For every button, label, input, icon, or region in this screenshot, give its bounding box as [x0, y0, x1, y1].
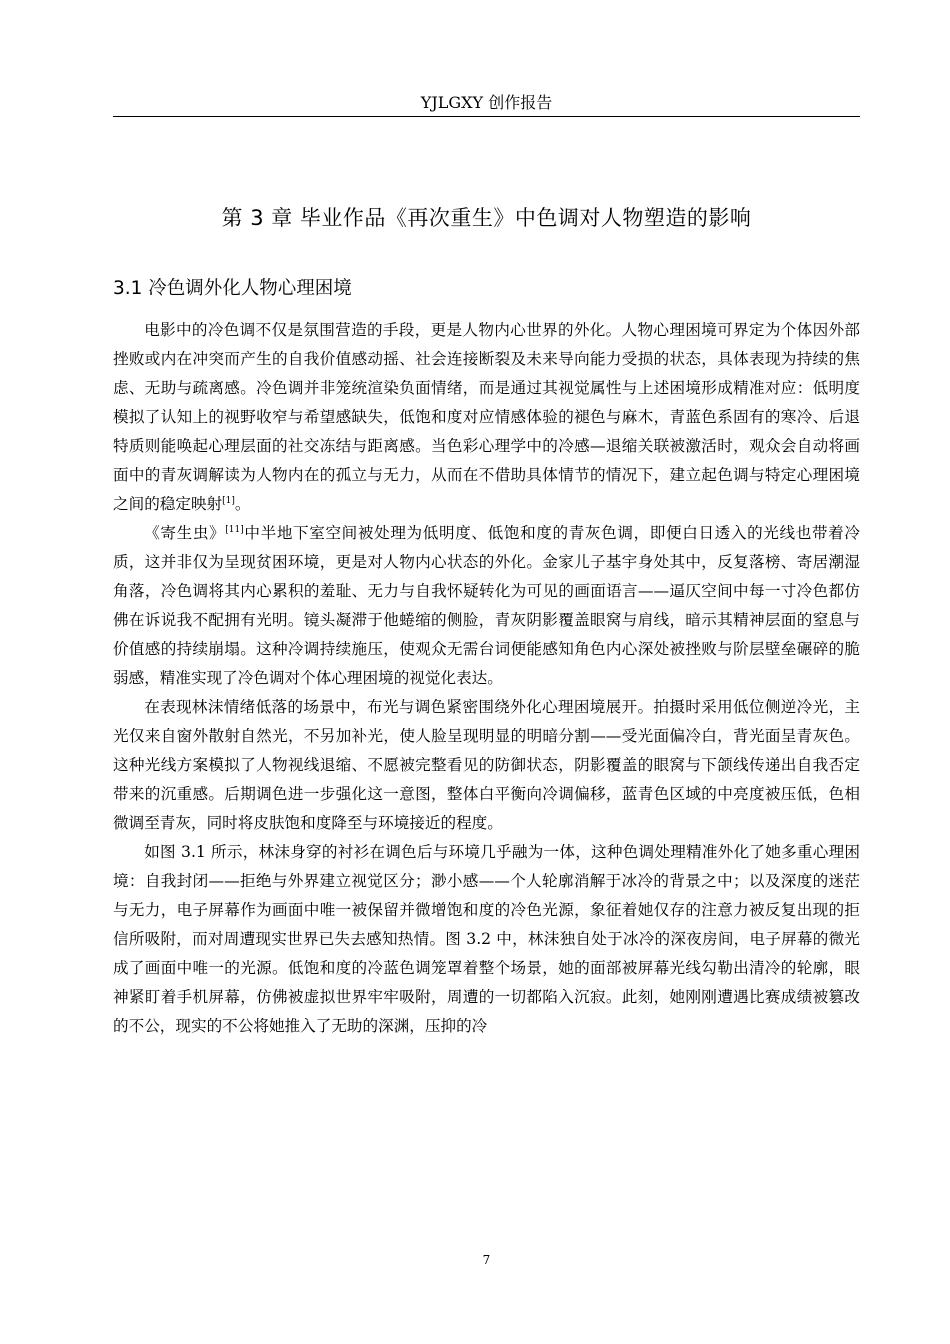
paragraph-text: 中半地下室空间被处理为低明度、低饱和度的青灰色调，即便白日透入的光线也带着冷质，这并非仅为呈现贫困环境，更是对人物内心状态的外化。金家儿子基宇身处其中，反复落榜、寄居潮湿角落，冷色调将其内心累积的羞耻、无力与自我怀疑转化为可见的画面语言——逼仄空间中每一寸冷色都仿佛在诉说我不配拥有光明。镜头凝滞于他蜷缩的侧脸，青灰阴影覆盖眼窝与肩线，暗示其精神层面的窒息与价值感的持续崩塌。这种冷调持续施压，使观众无需台词便能感知角色内心深处被挫败与阶层壁垒碾碎的脆弱感，精准实现了冷色调对个体心理困境的视觉化表达。 — [113, 524, 860, 687]
chapter-title: 第 3 章 毕业作品《再次重生》中色调对人物塑造的影响 — [221, 206, 752, 230]
paragraph-text: 《寄生虫》 — [144, 524, 226, 542]
page-number: 7 — [482, 1253, 491, 1267]
header-rule — [113, 116, 860, 117]
paragraph-text: 如图 3.1 所示，林沫身穿的衬衫在调色后与环境几乎融为一体，这种色调处理精准外化了她多重心理困境：自我封闭——拒绝与外界建立视觉区分；渺小感——个人轮廓消解于冰冷的背景之中；以及深度的迷茫与无力，电子屏幕作为画面中唯一被保留并微增饱和度的冷色光源，象征着她仅存的注意力被反复出现的拒信所吸附，而对周遭现实世界已失去感知热情。图 3.2 中，林沫独自处于冰冷的深夜房间，电子屏幕的微光成了画面中唯一的光源。低饱和度的冷蓝色调笼罩着整个场景，她的面部被屏幕光线勾勒出清冷的轮廓，眼神紧盯着手机屏幕，仿佛被虚拟世界牢牢吸附，周遭的一切都陷入沉寂。此刻，她刚刚遭遇比赛成绩被篡改的不公，现实的不公将她推入了无助的深渊，压抑的冷 — [113, 843, 860, 1035]
paragraph-text: 在表现林沫情绪低落的场景中，布光与调色紧密围绕外化心理困境展开。拍摄时采用低位侧逆冷光，主光仅来自窗外散射自然光，不另加补光，使人脸呈现明显的明暗分割——受光面偏冷白，背光面呈青灰色。这种光线方案模拟了人物视线退缩、不愿被完整看见的防御状态，阴影覆盖的眼窝与下颌线传递出自我否定带来的沉重感。后期调色进一步强化这一意图，整体白平衡向冷调偏移，蓝青色区域的中亮度被压低，色相微调至青灰，同时将皮肤饱和度降至与环境接近的程度。 — [113, 698, 860, 832]
paragraph-text: 。 — [234, 495, 251, 513]
paragraph-text: 电影中的冷色调不仅是氛围营造的手段，更是人物内心世界的外化。人物心理困境可界定为个体因外部挫败或内在冲突而产生的自我价值感动摇、社会连接断裂及未来导向能力受损的状态，具体表现为持续的焦虑、无助与疏离感。冷色调并非笼统渲染负面情绪，而是通过其视觉属性与上述困境形成精准对应：低明度模拟了认知上的视野收窄与希望感缺失，低饱和度对应情感体验的褪色与麻木，青蓝色系固有的寒冷、后退特质则能唤起心理层面的社交冻结与距离感。当色彩心理学中的冷感—退缩关联被激活时，观众会自动将画面中的青灰调解读为人物内在的孤立与无力，从而在不借助具体情节的情况下，建立起色调与特定心理困境之间的稳定映射 — [113, 321, 860, 513]
section-title: 3.1 冷色调外化人物心理困境 — [113, 278, 352, 299]
paragraph — [113, 316, 860, 519]
paragraph — [113, 519, 860, 693]
citation: [1] — [222, 495, 235, 506]
citation: [11] — [225, 524, 244, 535]
running-header: YJLGXY 创作报告 — [420, 93, 553, 112]
body-text — [113, 316, 860, 1041]
paragraph — [113, 693, 860, 838]
paragraph — [113, 838, 860, 1041]
